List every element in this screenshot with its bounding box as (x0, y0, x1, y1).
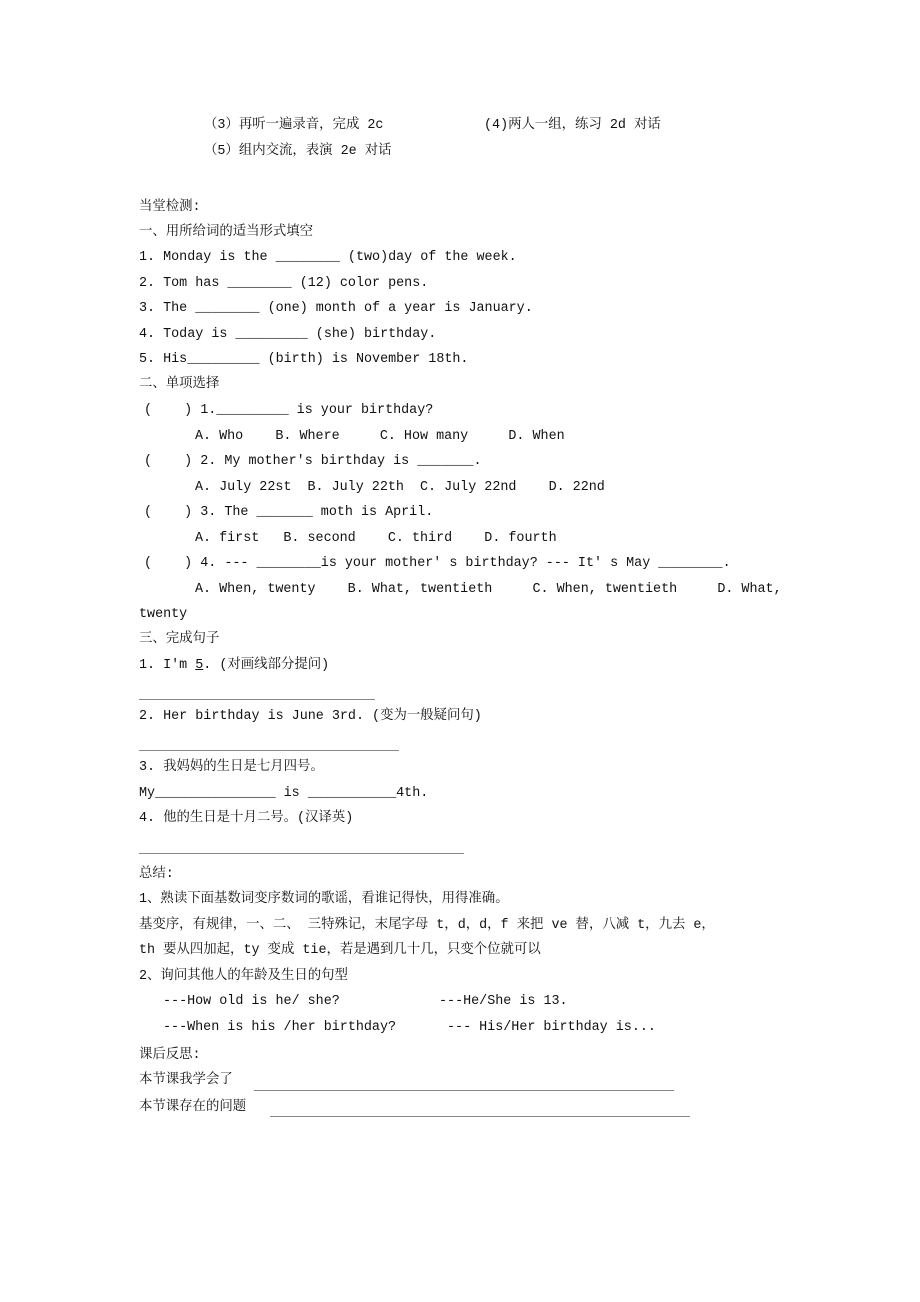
sentence-2: 2. Her birthday is June 3rd. (变为一般疑问句) (139, 709, 482, 724)
part2-title: 二、单项选择 (139, 377, 220, 392)
fill-item: 4. Today is _________ (she) birthday. (139, 327, 437, 342)
mc-question: ( ) 1._________ is your birthday? (144, 403, 434, 418)
fill-item: 3. The ________ (one) month of a year is January. (139, 301, 533, 316)
fill-item: 5. His_________ (birth) is November 18th. (139, 352, 469, 367)
sentence-3: 3. 我妈妈的生日是七月四号。 (139, 760, 324, 775)
step-5: （5）组内交流，表演 2e 对话 (204, 144, 392, 159)
fill-item: 2. Tom has ________ (12) color pens. (139, 276, 429, 291)
summary-point-2: 2、询问其他人的年龄及生日的句型 (139, 969, 348, 984)
pattern-answer-1: ---He/She is 13. (439, 994, 568, 1009)
part1-title: 一、用所给词的适当形式填空 (139, 225, 314, 240)
pattern-answer-2: --- His/Her birthday is... (447, 1020, 656, 1035)
step-4: (4)两人一组，练习 2d 对话 (484, 118, 661, 133)
mc-options: A. Who B. Where C. How many D. When (195, 429, 565, 444)
answer-line[interactable] (139, 853, 464, 854)
sentence-4: 4. 他的生日是十月二号。(汉译英) (139, 811, 354, 826)
mc-options-wrap: twenty (139, 607, 188, 622)
part3-title: 三、完成句子 (139, 632, 220, 647)
mc-question: ( ) 2. My mother's birthday is _______. (144, 454, 482, 469)
check-heading: 当堂检测: (139, 200, 201, 215)
rhyme-line-1: 基变序，有规律，一、二、 三特殊记，末尾字母 t，d，d，f 来把 ve 替，八减 t，九去 e， (139, 918, 715, 933)
answer-line[interactable] (254, 1090, 674, 1091)
answer-line[interactable] (139, 699, 375, 700)
mc-question: ( ) 4. --- ________is your mother' s birthday? --- It' s May ________. (144, 556, 731, 571)
mc-options: A. July 22st B. July 22th C. July 22nd D. 22nd (195, 480, 605, 495)
sentence-1 (139, 657, 329, 675)
step-3: （3）再听一遍录音，完成 2c (204, 118, 384, 133)
mc-question: ( ) 3. The _______ moth is April. (144, 505, 434, 520)
fill-item: 1. Monday is the ________ (two)day of the week. (139, 250, 517, 265)
sentence-3-answer: My_______________ is ___________4th. (139, 786, 429, 801)
sentence-1-prefix: 1. I'm (139, 658, 196, 673)
sentence-1-underlined: 5 (195, 658, 204, 673)
pattern-question-1: ---How old is he/ she? (163, 994, 340, 1009)
summary-heading: 总结: (139, 867, 174, 882)
pattern-question-2: ---When is his /her birthday? (163, 1020, 397, 1035)
rhyme-line-2: th 要从四加起，ty 变成 tie，若是遇到几十几，只变个位就可以 (139, 943, 541, 958)
reflection-problems: 本节课存在的问题 (139, 1100, 247, 1115)
reflection-heading: 课后反思: (139, 1048, 201, 1063)
summary-point-1: 1、熟读下面基数词变序数词的歌谣，看谁记得快，用得准确。 (139, 892, 509, 907)
mc-options: A. first B. second C. third D. fourth (195, 531, 557, 546)
sentence-1-suffix: . (对画线部分提问) (203, 658, 330, 673)
reflection-learned: 本节课我学会了 (139, 1073, 233, 1088)
answer-line[interactable] (139, 750, 399, 751)
answer-line[interactable] (270, 1116, 690, 1117)
mc-options: A. When, twenty B. What, twentieth C. When, twentieth D. What, (195, 582, 782, 597)
